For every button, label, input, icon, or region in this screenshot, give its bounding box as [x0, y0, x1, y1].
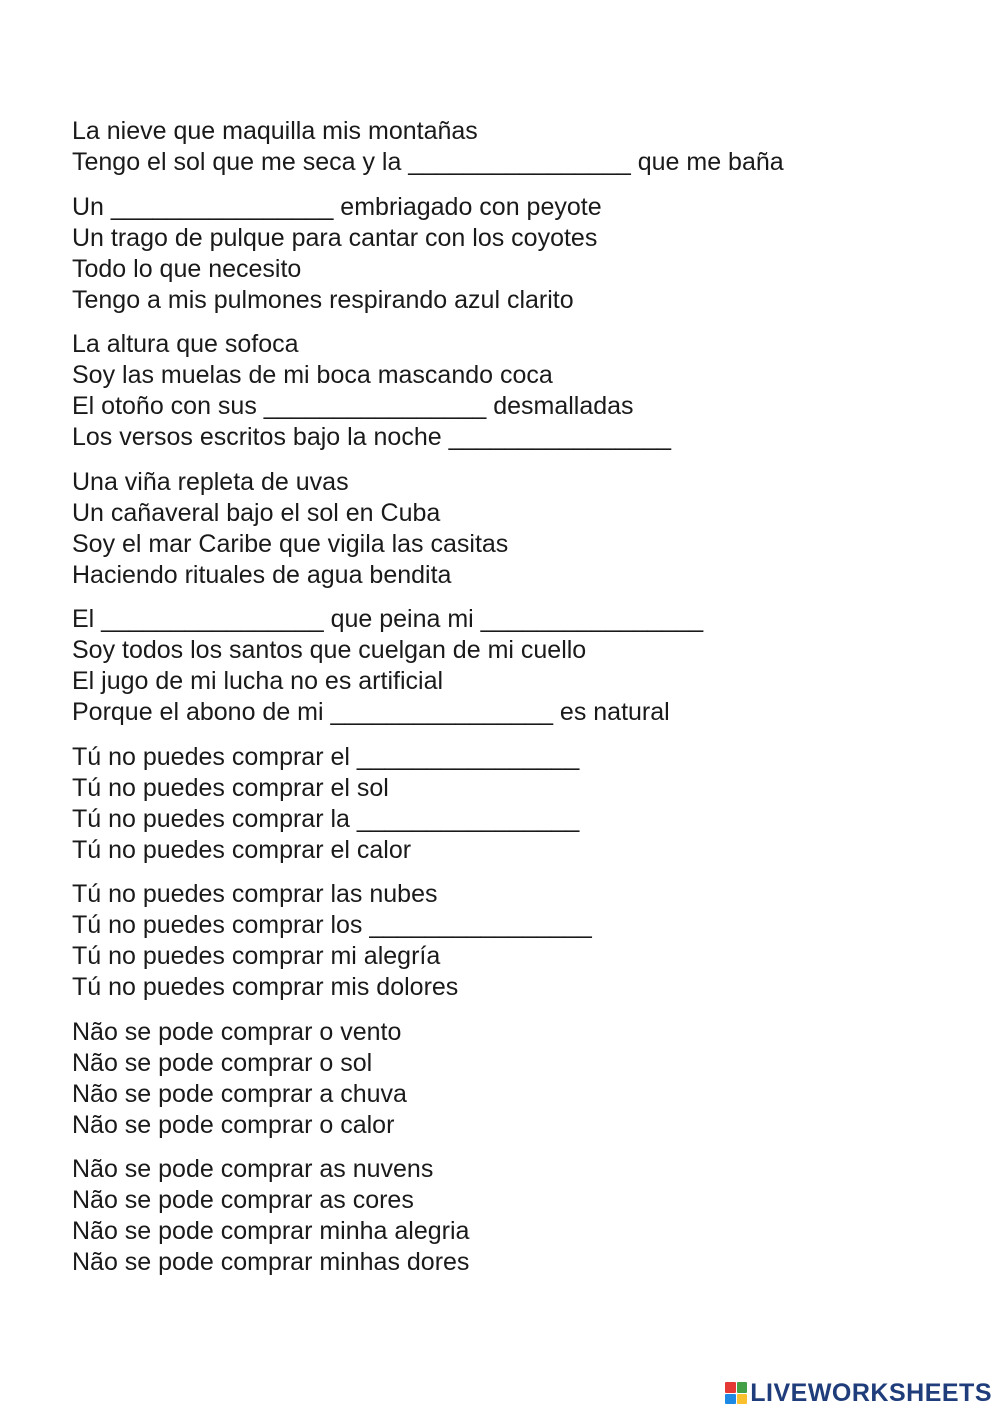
lyric-line: Tú no puedes comprar el calor — [72, 835, 412, 864]
lyric-line: Un trago de pulque para cantar con los coyotes — [72, 223, 598, 252]
lyric-line-with-blank: Tú no puedes comprar el ________________ — [72, 742, 580, 771]
lyric-line: Soy el mar Caribe que vigila las casitas — [72, 529, 509, 558]
lyric-line: Haciendo rituales de agua bendita — [72, 560, 452, 589]
stanza-8 — [72, 1017, 972, 1141]
lyric-line-with-blank: Los versos escritos bajo la noche ________________ — [72, 423, 672, 451]
lyric-line-with-blank: Tú no puedes comprar los ________________ — [72, 911, 592, 939]
lyric-line-with-blank: Porque el abono de mi ________________ es natural — [72, 698, 670, 726]
lyric-line: Tengo a mis pulmones respirando azul clarito — [72, 285, 574, 314]
lyric-line: Soy las muelas de mi boca mascando coca — [72, 361, 553, 389]
lyric-line: El jugo de mi lucha no es artificial — [72, 667, 444, 695]
lyric-line: Não se pode comprar a chuva — [72, 1079, 407, 1108]
stanza-3 — [72, 329, 972, 453]
lyric-line: Tú no puedes comprar el sol — [72, 773, 389, 802]
lyric-line: La altura que sofoca — [72, 330, 299, 358]
lyric-line: Tú no puedes comprar mi alegría — [72, 942, 441, 970]
stanza-4 — [72, 467, 972, 591]
song-lyrics — [72, 116, 972, 1292]
liveworksheets-brand — [725, 1377, 992, 1409]
stanza-2 — [72, 192, 972, 316]
lyric-line: Tú no puedes comprar mis dolores — [72, 973, 459, 1001]
lyric-line: Un cañaveral bajo el sol en Cuba — [72, 498, 441, 527]
stanza-9 — [72, 1154, 972, 1278]
lyric-line-with-blank: Un ________________ embriagado con peyote — [72, 192, 602, 221]
stanza-5 — [72, 604, 972, 728]
brand-wordmark: LIVEWORKSHEETS — [750, 1378, 992, 1407]
lyric-line: Não se pode comprar o calor — [72, 1110, 395, 1139]
liveworksheets-logo-icon — [725, 1382, 747, 1404]
lyric-line: La nieve que maquilla mis montañas — [72, 117, 478, 145]
stanza-7 — [72, 879, 972, 1003]
lyric-line: Soy todos los santos que cuelgan de mi cuello — [72, 636, 587, 664]
lyric-line: Não se pode comprar as cores — [72, 1186, 414, 1214]
lyric-line-with-blank: El otoño con sus ________________ desmalladas — [72, 392, 634, 420]
lyric-line: Não se pode comprar o sol — [72, 1048, 373, 1077]
lyric-line-with-blank: Tú no puedes comprar la ________________ — [72, 804, 580, 833]
lyric-line: Todo lo que necesito — [72, 254, 302, 283]
stanza-1 — [72, 116, 972, 178]
lyric-line: Não se pode comprar minhas dores — [72, 1248, 470, 1276]
lyric-line-with-blank: Tengo el sol que me seca y la ________________ que me baña — [72, 148, 784, 176]
lyric-line: Não se pode comprar o vento — [72, 1017, 402, 1046]
lyric-line: Una viña repleta de uvas — [72, 467, 349, 496]
lyric-line: Não se pode comprar as nuvens — [72, 1155, 434, 1183]
lyric-line-with-blank: El ________________ que peina mi ________________ — [72, 605, 704, 633]
lyric-line: Não se pode comprar minha alegria — [72, 1217, 470, 1245]
stanza-6 — [72, 742, 972, 866]
lyric-line: Tú no puedes comprar las nubes — [72, 880, 438, 908]
